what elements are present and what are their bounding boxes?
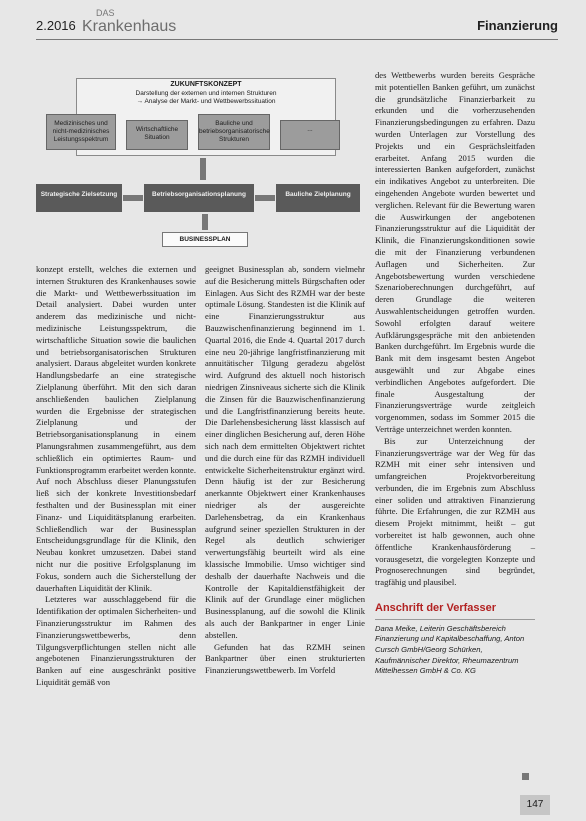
bauliche-zielplanung-box: Bauliche Zielplanung [276,184,360,212]
arrow-down-2 [202,214,208,230]
author-address-heading: Anschrift der Verfasser [375,602,497,615]
businessplan-box: BUSINESSPLAN [162,232,248,247]
bauliche-strukturen-box: Bauliche und betriebsorganisatorische Strukturen [198,114,270,150]
author-details: Dana Meike, Leiterin Geschäftsbereich Finanzierung und Kapitalbeschaffung, Anton Cursch GmbH/Georg Schürken, Kaufmännischer Direktor, Rheumazentrum Mittelhessen GmbH & Co. KG [375,623,525,676]
text-column-1 [36,264,196,689]
logo-small: DAS [96,8,115,18]
section-title: Finanzierung [477,18,558,33]
issue-date: 2.2016 [36,18,76,33]
wirtschaftliche-situation-box: Wirtschaftliche Situation [126,120,188,150]
zukunftskonzept-line1: Darstellung der externen und internen Strukturen [135,89,277,97]
text-column-2 [205,264,365,677]
col3-paragraph-1: des Wettbewerbs wurden bereits Gespräche mit potentiellen Banken geführt, um zunächst die grundsätzliche Finanzierbarkeit zu erkunden und die vorherzusehenden Finanzierungsbedingungen zu erfahren. Dazu wurden Unterlagen zur Vorstellung des Projekts und ein Gesprächsleitfaden erarbeitet. Anfang 2015 wurden die interessierten Banken aufgefordert, zunächst ein indikatives Angebot zu unterbreiten. Die eingehenden Angebote wurden bewertet und verglichen. Relevant für die Bewertung waren die Auswirkungen der angebotenen Finanzierungsstruktur auf die Liquidität der Klinik, die Finanzierungskonditionen sowie die mit der Finanzierung verbundenen Auflagen und Sicherheiten. Zur Angebotsbewertung wurden verschiedene Szenarioberechnungen durchgeführt, auf deren Grundlage die weiteren Auswahlentscheidungen getroffen wurden. Sowohl erfolgten darauf weitere Aufklärungsgespräche mit den anbietenden Banken durchgeführt. Im Ergebnis wurde die Bank mit dem insgesamt besten Angebot ausgewählt und zur Abgabe eines verbindlichen Angebotes aufgefordert. Die finale Ausgestaltung der Finanzierungsverträge wurde zeitgleich vorgenommen, sodass im Sommer 2015 die Verträge unterzeichnet werden konnten. [375,70,535,434]
article-end-mark [522,773,529,780]
weitere-box: ... [280,120,340,150]
author-heading-rule [375,619,535,620]
header-divider [36,39,558,40]
zukunftskonzept-title: ZUKUNFTSKONZEPT [170,81,242,88]
arrow-down-1 [200,158,206,180]
col3-paragraph-2: Bis zur Unterzeichnung der Finanzierungsverträge war der Weg für das RZMH mit einer sehr intensiven und umfangreichen Projektvorbereitung verbunden, die im Ergebnis zum Abschluss einer soliden und attraktiven Finanzierung führte. Die Erfahrungen, die zur RZMH aus diesem Projekt mitnimmt, heißt – gut vorbereitet ist halb gewonnen, auch ohne öffentliche Krankenhausförderung – vorausgesetzt, die vorgelegten Konzepte und Prognoserechnungen sind begründet, tragfähig und plausibel. [375,435,535,588]
strategische-zielsetzung-box: Strategische Zielsetzung [36,184,122,212]
col1-paragraph-2: Letzteres war ausschlaggebend für die Identifikation der optimalen Sicherheiten- und Finanzierungsstruktur im Rahmen des Finanzierungswettbewerbs, denn Tilgungsverpflichtungen stellen nicht alle angebotenen Finanzierungsstrukturen der Banken auf eine ausgeschränkt positive Liquidität gemäß von [36,594,196,687]
col1-paragraph-1: konzept erstellt, welches die externen und internen Strukturen des Krankenhauses sowie die Markt- und Wettbewerbssituation im Detail analysiert. Dabei wurden unter anderem das medizinische und nicht-medizinische Leistungsspektrum, die wirtschaftliche Situation sowie die baulichen und betriebsorganisatorischen Strukturen analysiert. Daraus abgeleitet wurden konkrete Handlungsbedarfe an eine strategische Zielplanung überführt. Mit den sich daran anschließenden baulichen Zielplanung wurden die Ergebnisse der strategischen Zielplanung und der Betriebsorganisationsplanung in einem Planungsrahmen zusammengeführt, aus dem schließlich ein optimiertes Raum- und Funktionsprogramm erarbeitet werden konnte. Auf noch Abschluss dieser Planungsstufen ließ sich der konkrete Investitionsbedarf festhalten und der Businessplan mit einer Finanz- und Liquiditätsplanung erarbeiten. Schließendlich war der Businessplan Entscheidungsgrundlage für die Klinik, den Neubau konkret umzusetzen. Dabei stand nicht nur die positive Erfolgsplanung im Fokus, sondern auch die Sicherstellung der dauerhaften Liquidität der Klinik. [36,264,196,593]
zukunftskonzept-line2: → Analyse der Markt- und Wettbewerbssituation [136,97,276,105]
leistungsspektrum-box: Medizinisches und nicht-medizinisches Leistungsspektrum [46,114,116,150]
col2-paragraph-2: Gefunden hat das RZMH seinen Bankpartner über einen strukturierten Finanzierungswettbewerb. Im Vorfeld [205,641,365,676]
betriebsorganisationsplanung-box: Betriebsorganisationsplanung [144,184,254,212]
arrow-right-1 [123,195,143,201]
arrow-right-2 [255,195,275,201]
page-number: 147 [520,795,550,815]
logo-text: Krankenhaus [82,18,177,35]
concept-diagram [30,72,366,248]
text-column-3 [375,70,535,677]
col2-paragraph-1: geeignet Businessplan ab, sondern vielmehr auf die Besicherung mittels Bürgschaften oder Einlagen. Aus Sicht des RZMH war der beste optimale Lösung. Standesten ist die Klinik auf eine Finanzierungsstruktur aus Bauzwischenfinanzierung beginnend im 1. Quartal 2016, die Ende 4. Quartal 2017 durch eine neu 20-jährige langfristfinanzierung mit annuitätischer Tilgung geradezu abgelöst wird. Aufgrund des aktuell noch historisch niedrigen Zinsniveaus sicherte sich die Klinik die Zinsen für die Bauzwischenfinanzierung und die Langfristfinanzierung bereits heute. Die Darlehensbesicherung lässt klassisch auf einer dinglichen Besicherung auf, deren Höhe sich nach dem ermittelten Objektwert richtet und die durch eine für das RZMH individuell entwickelte Sicherheitenstruktur ergänzt wird. Denn häufig ist der zur Besicherung anerkannte Objektwert einer Krankenhauses niedriger als der ausgereichte Darlehensbetrag, da ein Krankenhaus aufgrund seiner speziellen Strukturen in der Regel als deutlich schwieriger verwertungsfähig beurteilt wird als eine klassische Immobilie. Umso wichtiger sind deshalb der dauerhafte Nachweis und die Kontrolle der Kapitaldienstfähigkeit der Klinik auf der Grundlage einer möglichen Businessplanung, auf die sowohl die Klinik als auch der Bankpartner in enger Linie abstellen. [205,264,365,640]
